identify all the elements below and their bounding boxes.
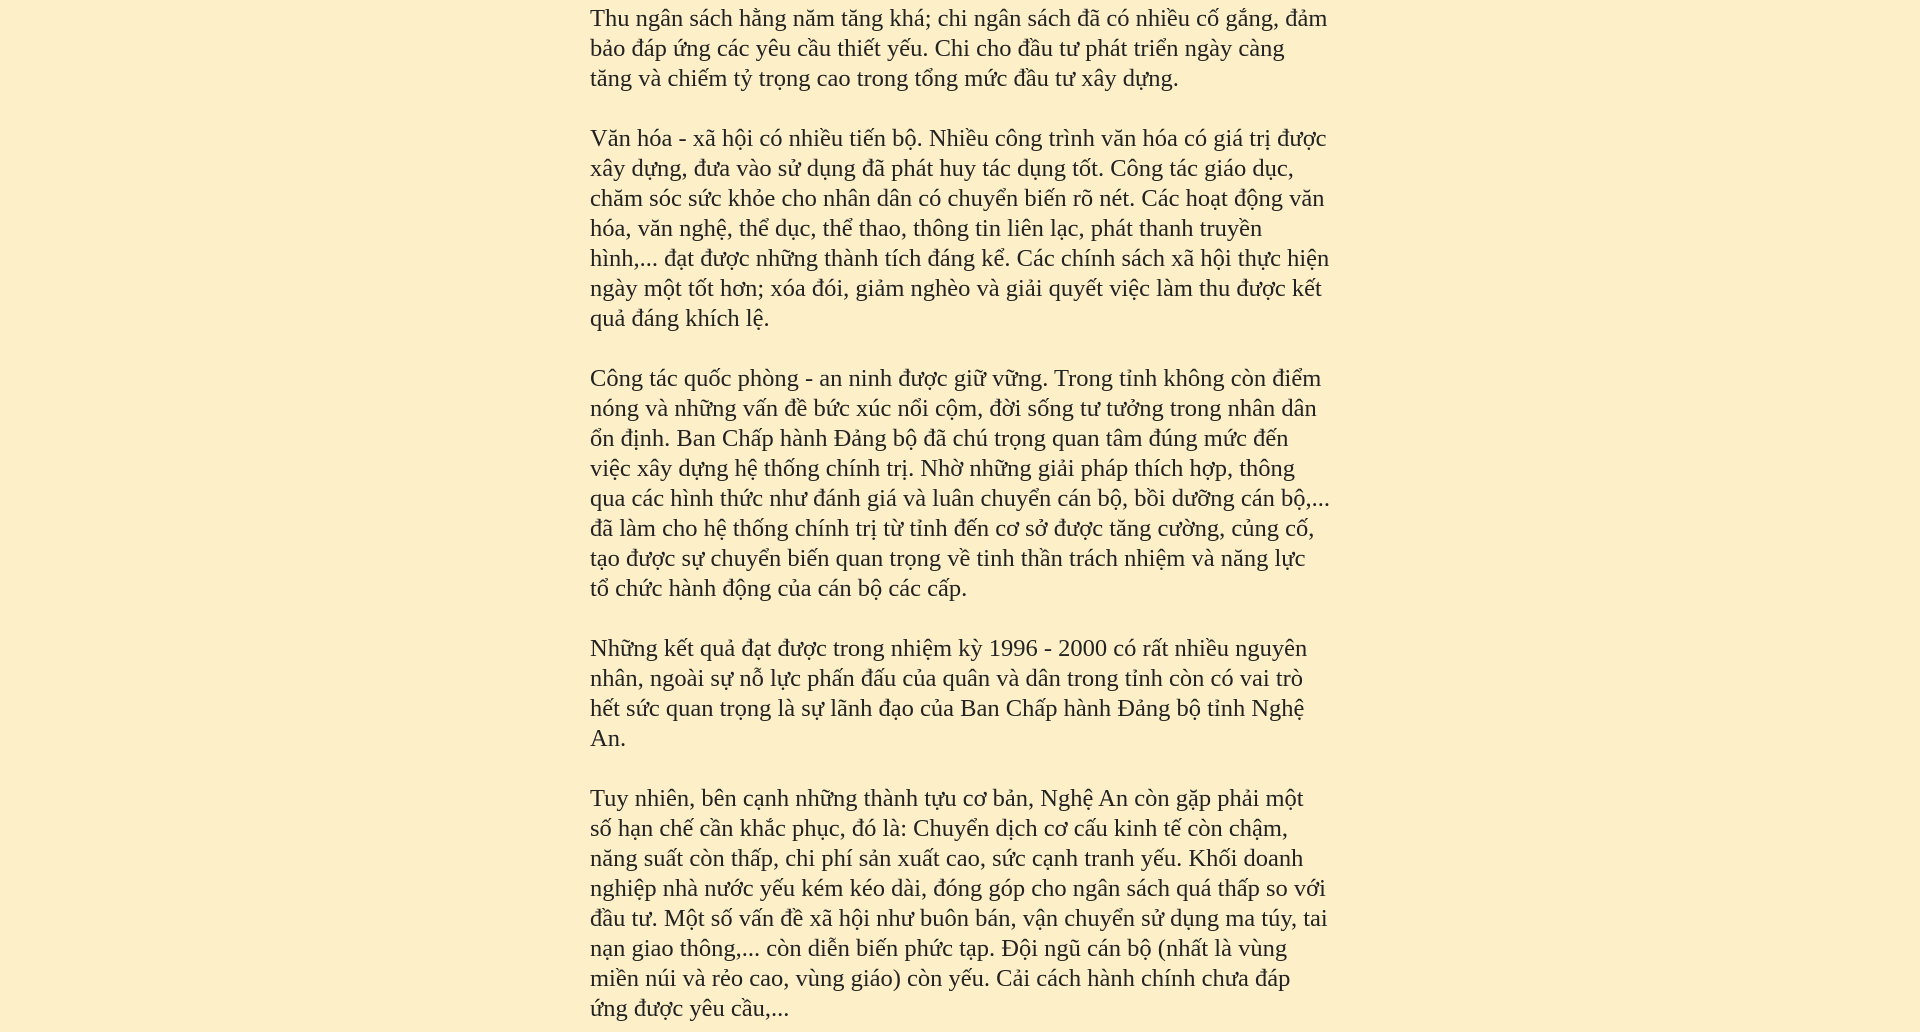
paragraph-budget: Thu ngân sách hằng năm tăng khá; chi ngân sách đã có nhiều cố gắng, đảm bảo đáp ứng các yêu cầu thiết yếu. Chi cho đầu tư phát triển ngày càng tăng và chiếm tỷ trọng cao trong tổng mức đầu tư xây dựng. bbox=[590, 5, 1328, 92]
paragraph-limitations: Tuy nhiên, bên cạnh những thành tựu cơ bản, Nghệ An còn gặp phải một số hạn chế cần khắc phục, đó là: Chuyển dịch cơ cấu kinh tế còn chậm, năng suất còn thấp, chi phí sản xuất cao, sức cạnh tranh yếu. Khối doanh nghiệp nhà nước yếu kém kéo dài, đóng góp cho ngân sách quá thấp so với đầu tư. Một số vấn đề xã hội như buôn bán, vận chuyển sử dụng ma túy, tai nạn giao thông,... còn diễn biến phức tạp. Đội ngũ cán bộ (nhất là vùng miền núi và rẻo cao, vùng giáo) còn yếu. Cải cách hành chính chưa đáp ứng được yêu cầu,... bbox=[590, 785, 1328, 1022]
paragraph-achievements: Những kết quả đạt được trong nhiệm kỳ 1996 - 2000 có rất nhiều nguyên nhân, ngoài sự nỗ lực phấn đấu của quân và dân trong tỉnh còn có vai trò hết sức quan trọng là sự lãnh đạo của Ban Chấp hành Đảng bộ tỉnh Nghệ An. bbox=[590, 635, 1308, 752]
paragraph-defense-security: Công tác quốc phòng - an ninh được giữ vững. Trong tỉnh không còn điểm nóng và những vấn đề bức xúc nổi cộm, đời sống tư tưởng trong nhân dân ổn định. Ban Chấp hành Đảng bộ đã chú trọng quan tâm đúng mức đến việc xây dựng hệ thống chính trị. Nhờ những giải pháp thích hợp, thông qua các hình thức như đánh giá và luân chuyển cán bộ, bồi dưỡng cán bộ,... đã làm cho hệ thống chính trị từ tỉnh đến cơ sở được tăng cường, củng cố, tạo được sự chuyển biến quan trọng về tinh thần trách nhiệm và năng lực tổ chức hành động của cán bộ các cấp. bbox=[590, 365, 1330, 602]
article-body bbox=[590, 4, 1330, 1032]
paragraph-culture-society: Văn hóa - xã hội có nhiều tiến bộ. Nhiều công trình văn hóa có giá trị được xây dựng, đưa vào sử dụng đã phát huy tác dụng tốt. Công tác giáo dục, chăm sóc sức khỏe cho nhân dân có chuyển biến rõ nét. Các hoạt động văn hóa, văn nghệ, thể dục, thể thao, thông tin liên lạc, phát thanh truyền hình,... đạt được những thành tích đáng kể. Các chính sách xã hội thực hiện ngày một tốt hơn; xóa đói, giảm nghèo và giải quyết việc làm thu được kết quả đáng khích lệ. bbox=[590, 125, 1330, 332]
